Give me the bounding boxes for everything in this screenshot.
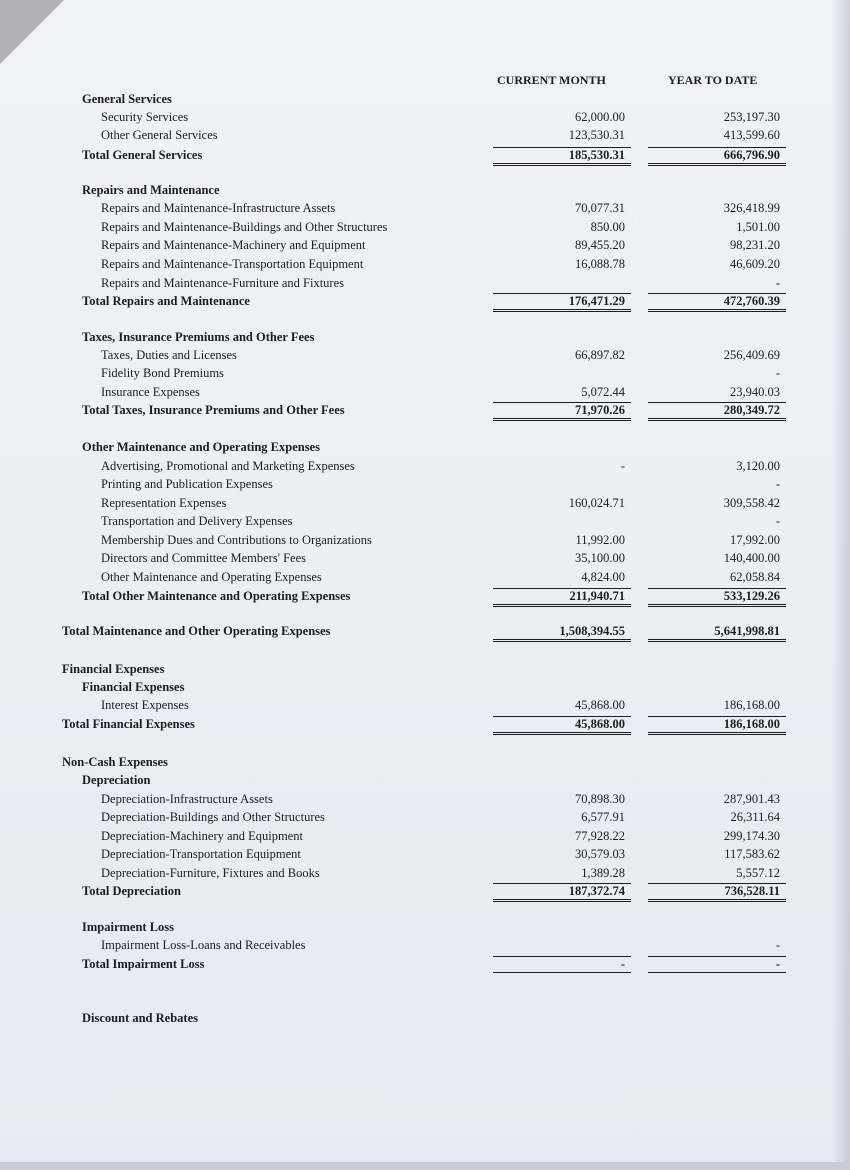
table-row — [0, 845, 850, 863]
year-to-date-value: 736,528.11 — [724, 884, 780, 898]
section-heading-row — [0, 438, 850, 456]
current-month-value: 187,372.74 — [568, 884, 625, 898]
subtotal-rule — [493, 402, 631, 403]
current-month-value: 1,508,394.55 — [559, 624, 625, 638]
row-label: Total Impairment Loss — [82, 957, 205, 971]
subtotal-rule — [648, 147, 786, 148]
year-to-date-value: 23,940.03 — [730, 385, 780, 399]
subtotal-rule — [648, 956, 786, 957]
total-double-rule — [493, 604, 631, 607]
subtotal-rule — [648, 883, 786, 884]
table-row — [0, 346, 850, 364]
year-to-date-value: 26,311.64 — [730, 810, 780, 824]
header-year-to-date: YEAR TO DATE — [668, 73, 758, 87]
folded-corner — [0, 0, 64, 64]
year-to-date-value: 186,168.00 — [723, 698, 780, 712]
row-label: Interest Expenses — [101, 698, 189, 712]
section-heading-row — [0, 660, 850, 678]
row-label: Total Repairs and Maintenance — [82, 294, 250, 308]
row-label: Total Taxes, Insurance Premiums and Other Fees — [82, 403, 345, 417]
year-to-date-value: - — [775, 514, 780, 528]
year-to-date-value: 46,609.20 — [730, 257, 780, 271]
current-month-value: 16,088.78 — [575, 257, 625, 271]
total-double-rule — [493, 639, 631, 642]
current-month-value: - — [620, 459, 625, 473]
subtotal-rule — [648, 588, 786, 589]
row-label: Non-Cash Expenses — [62, 755, 168, 769]
section-heading-row — [0, 771, 850, 789]
table-row — [0, 568, 850, 586]
total-double-rule — [493, 309, 631, 312]
total-double-rule — [493, 163, 631, 166]
row-label: Financial Expenses — [82, 680, 185, 694]
current-month-value: 850.00 — [590, 220, 625, 234]
year-to-date-value: 1,501.00 — [736, 220, 780, 234]
row-label: Total Depreciation — [82, 884, 181, 898]
total-double-rule — [493, 732, 631, 735]
table-row — [0, 882, 850, 900]
subtotal-rule — [648, 402, 786, 403]
year-to-date-value: 256,409.69 — [723, 348, 780, 362]
section-heading-row — [0, 1009, 850, 1027]
year-to-date-value: - — [775, 276, 780, 290]
current-month-value: 123,530.31 — [568, 128, 625, 142]
row-label: Total Financial Expenses — [62, 717, 195, 731]
table-row — [0, 401, 850, 419]
total-rule — [648, 972, 786, 973]
total-double-rule — [648, 309, 786, 312]
total-double-rule — [493, 418, 631, 421]
row-label: General Services — [82, 92, 172, 106]
total-double-rule — [648, 732, 786, 735]
current-month-value: 211,940.71 — [569, 589, 625, 603]
year-to-date-value: 3,120.00 — [736, 459, 780, 473]
row-label: Repairs and Maintenance-Transportation Equipment — [101, 257, 364, 271]
row-label: Depreciation-Infrastructure Assets — [101, 792, 273, 806]
total-double-rule — [648, 163, 786, 166]
table-row — [0, 108, 850, 126]
section-heading-row — [0, 181, 850, 199]
year-to-date-value: - — [775, 938, 780, 952]
current-month-value: 70,898.30 — [575, 792, 625, 806]
row-label: Other Maintenance and Operating Expenses — [82, 440, 320, 454]
year-to-date-value: 326,418.99 — [723, 201, 780, 215]
table-row — [0, 199, 850, 217]
year-to-date-value: 62,058.84 — [730, 570, 780, 584]
row-label: Depreciation — [82, 773, 151, 787]
table-row — [0, 808, 850, 826]
row-label: Membership Dues and Contributions to Organizations — [101, 533, 372, 547]
total-double-rule — [648, 639, 786, 642]
year-to-date-value: - — [775, 957, 780, 971]
row-label: Other Maintenance and Operating Expenses — [101, 570, 322, 584]
row-label: Depreciation-Furniture, Fixtures and Books — [101, 866, 320, 880]
table-row — [0, 475, 850, 493]
current-month-value: 6,577.91 — [581, 810, 625, 824]
section-heading-row — [0, 918, 850, 936]
table-row — [0, 236, 850, 254]
row-label: Repairs and Maintenance-Infrastructure Assets — [101, 201, 336, 215]
year-to-date-value: - — [775, 477, 780, 491]
year-to-date-value: 186,168.00 — [723, 717, 780, 731]
table-row — [0, 587, 850, 605]
subtotal-rule — [493, 588, 631, 589]
total-rule — [493, 972, 631, 973]
table-row — [0, 218, 850, 236]
year-to-date-value: 5,641,998.81 — [714, 624, 780, 638]
row-label: Security Services — [101, 110, 189, 124]
year-to-date-value: 666,796.90 — [723, 148, 780, 162]
row-label: Printing and Publication Expenses — [101, 477, 273, 491]
section-heading-row — [0, 753, 850, 771]
current-month-value: 66,897.82 — [575, 348, 625, 362]
current-month-value: 62,000.00 — [575, 110, 625, 124]
section-heading-row — [0, 328, 850, 346]
row-label: Taxes, Duties and Licenses — [101, 348, 237, 362]
current-month-value: 11,992.00 — [575, 533, 625, 547]
table-row — [0, 274, 850, 292]
year-to-date-value: 117,583.62 — [724, 847, 780, 861]
row-label: Depreciation-Machinery and Equipment — [101, 829, 304, 843]
row-label: Directors and Committee Members' Fees — [101, 551, 306, 565]
row-label: Fidelity Bond Premiums — [101, 366, 224, 380]
table-row — [0, 512, 850, 530]
row-label: Insurance Expenses — [101, 385, 200, 399]
current-month-value: 35,100.00 — [575, 551, 625, 565]
subtotal-rule — [648, 293, 786, 294]
table-row — [0, 292, 850, 310]
table-row — [0, 494, 850, 512]
table-row — [0, 622, 850, 640]
row-label: Transportation and Delivery Expenses — [101, 514, 293, 528]
current-month-value: 1,389.28 — [581, 866, 625, 880]
current-month-value: 5,072.44 — [581, 385, 625, 399]
subtotal-rule — [493, 883, 631, 884]
year-to-date-value: 253,197.30 — [723, 110, 780, 124]
row-label: Impairment Loss — [82, 920, 175, 934]
year-to-date-value: 280,349.72 — [723, 403, 780, 417]
row-label: Discount and Rebates — [82, 1011, 198, 1025]
section-heading-row — [0, 678, 850, 696]
current-month-value: 160,024.71 — [568, 496, 625, 510]
current-month-value: 77,928.22 — [575, 829, 625, 843]
page-bottom-edge — [0, 1162, 850, 1170]
row-label: Financial Expenses — [62, 662, 165, 676]
year-to-date-value: 309,558.42 — [723, 496, 780, 510]
section-heading-row — [0, 90, 850, 108]
row-label: Repairs and Maintenance — [82, 183, 220, 197]
total-double-rule — [648, 418, 786, 421]
row-label: Repairs and Maintenance-Machinery and Equipment — [101, 238, 366, 252]
year-to-date-value: 413,599.60 — [723, 128, 780, 142]
total-double-rule — [648, 604, 786, 607]
year-to-date-value: 98,231.20 — [730, 238, 780, 252]
year-to-date-value: - — [775, 366, 780, 380]
header-current-month: CURRENT MONTH — [497, 73, 606, 87]
row-label: Depreciation-Buildings and Other Structures — [101, 810, 325, 824]
year-to-date-value: 140,400.00 — [723, 551, 780, 565]
table-row — [0, 364, 850, 382]
subtotal-rule — [493, 716, 631, 717]
year-to-date-value: 5,557.12 — [736, 866, 780, 880]
table-row — [0, 383, 850, 401]
current-month-value: - — [620, 957, 625, 971]
current-month-value: 4,824.00 — [581, 570, 625, 584]
row-label: Advertising, Promotional and Marketing Expenses — [101, 459, 355, 473]
table-row — [0, 126, 850, 144]
table-row — [0, 936, 850, 954]
row-label: Impairment Loss-Loans and Receivables — [101, 938, 306, 952]
subtotal-rule — [493, 293, 631, 294]
table-row — [0, 696, 850, 714]
row-label: Repairs and Maintenance-Furniture and Fixtures — [101, 276, 344, 290]
year-to-date-value: 299,174.30 — [723, 829, 780, 843]
year-to-date-value: 17,992.00 — [730, 533, 780, 547]
table-row — [0, 146, 850, 164]
table-row — [0, 955, 850, 973]
subtotal-rule — [493, 147, 631, 148]
year-to-date-value: 287,901.43 — [723, 792, 780, 806]
table-row — [0, 531, 850, 549]
current-month-value: 70,077.31 — [575, 201, 625, 215]
current-month-value: 30,579.03 — [575, 847, 625, 861]
current-month-value: 89,455.20 — [575, 238, 625, 252]
table-row — [0, 255, 850, 273]
table-row — [0, 715, 850, 733]
row-label: Taxes, Insurance Premiums and Other Fees — [82, 330, 315, 344]
row-label: Total Maintenance and Other Operating Expenses — [62, 624, 331, 638]
current-month-value: 45,868.00 — [575, 717, 625, 731]
table-row — [0, 790, 850, 808]
row-label: Total General Services — [82, 148, 203, 162]
total-double-rule — [493, 899, 631, 902]
row-label: Other General Services — [101, 128, 218, 142]
row-label: Depreciation-Transportation Equipment — [101, 847, 301, 861]
subtotal-rule — [648, 716, 786, 717]
table-row — [0, 457, 850, 475]
table-row — [0, 827, 850, 845]
current-month-value: 185,530.31 — [568, 148, 625, 162]
current-month-value: 71,970.26 — [575, 403, 625, 417]
total-double-rule — [648, 899, 786, 902]
row-label: Representation Expenses — [101, 496, 227, 510]
table-row — [0, 864, 850, 882]
year-to-date-value: 472,760.39 — [723, 294, 780, 308]
row-label: Total Other Maintenance and Operating Expenses — [82, 589, 351, 603]
subtotal-rule — [493, 956, 631, 957]
year-to-date-value: 533,129.26 — [723, 589, 780, 603]
current-month-value: 45,868.00 — [575, 698, 625, 712]
current-month-value: 176,471.29 — [568, 294, 625, 308]
table-row — [0, 549, 850, 567]
row-label: Repairs and Maintenance-Buildings and Other Structures — [101, 220, 388, 234]
